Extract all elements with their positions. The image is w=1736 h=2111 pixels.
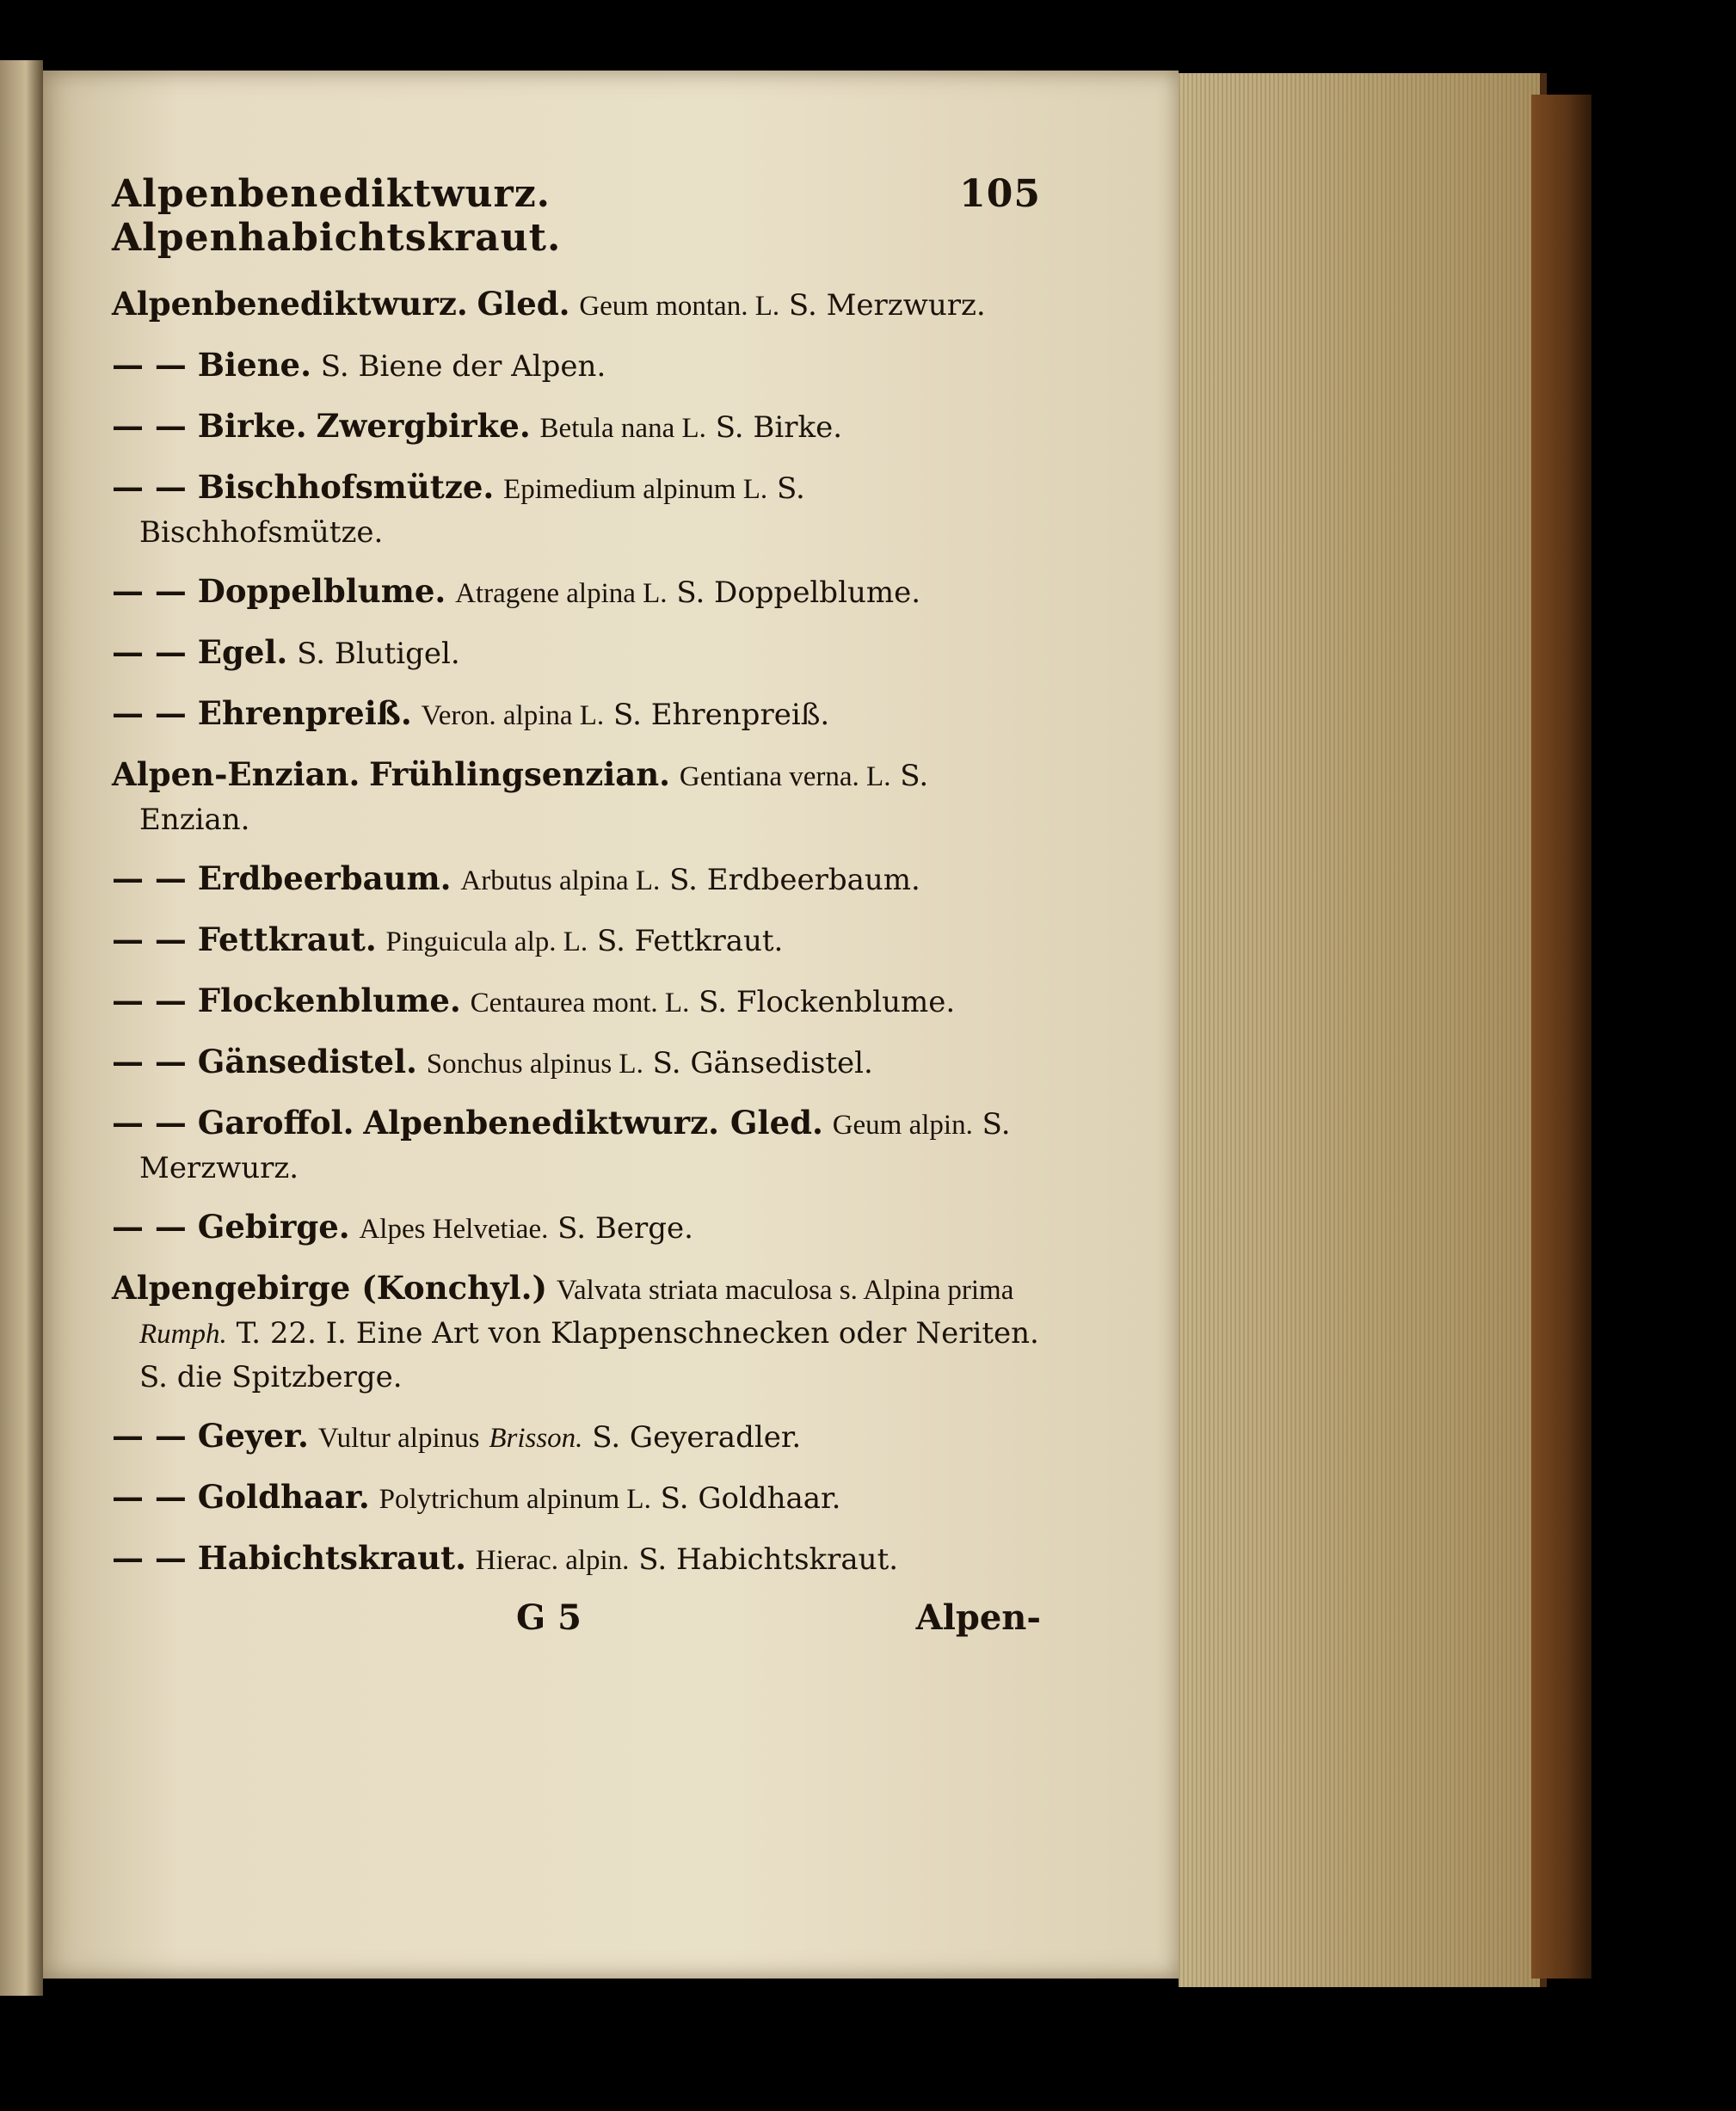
entry-latin-name: Epimedium alpinum L. (503, 474, 768, 505)
entry-lemma: — — Gänsedistel. (112, 1043, 417, 1080)
entry-lemma: — — Biene. (112, 346, 311, 384)
dictionary-entries (112, 282, 1041, 1582)
entry-reference: S. Gänsedistel. (652, 1046, 873, 1080)
entry-latin-name: Atragene alpina L. (455, 578, 668, 609)
dictionary-entry (112, 1101, 1041, 1190)
entry-lemma: — — Gebirge. (112, 1208, 350, 1246)
entry-lemma: Alpenbenediktwurz. (112, 285, 468, 323)
entry-lemma: — — Ehrenpreiß. (112, 694, 412, 732)
dictionary-entry (112, 1414, 1041, 1460)
entry-latin-name: Veron. alpina L. (421, 700, 605, 731)
entry-lemma: — — Fettkraut. (112, 920, 377, 958)
entry-lemma: — — Birke. (112, 407, 307, 445)
entry-latin-name: Geum alpin. (832, 1110, 973, 1141)
entry-german-name: Gled. (477, 285, 570, 323)
book-cover-edge (1531, 95, 1591, 1979)
entry-german-name: Alpenbenediktwurz. Gled. (363, 1104, 823, 1142)
entry-lemma: — — Geyer. (112, 1417, 309, 1455)
entry-reference: S. Berge. (557, 1211, 693, 1246)
entry-reference: S. Bischhofsmütze. (139, 471, 805, 550)
entry-reference: T. 22. I. Eine Art von Klappenschnecken oder Neriten. S. die Spitzberge. (139, 1316, 1039, 1394)
dictionary-entry (112, 282, 1041, 328)
entry-reference: S. Ehrenpreiß. (613, 698, 830, 732)
dictionary-entry (112, 569, 1041, 615)
entry-reference: S. Blutigel. (297, 637, 460, 671)
page-text-block (112, 172, 1041, 1893)
entry-reference: S. Habichtskraut. (638, 1542, 899, 1577)
entry-lemma: — — Doppelblume. (112, 572, 446, 610)
entry-latin-name: Valvata striata maculosa s. Alpina prima (556, 1275, 1014, 1306)
entry-lemma: — — Erdbeerbaum. (112, 859, 452, 897)
entry-lemma: — — Goldhaar. (112, 1478, 370, 1516)
entry-reference: S. Flockenblume. (699, 985, 956, 1019)
dictionary-entry (112, 343, 1041, 389)
entry-lemma: — — Garoffol. (112, 1104, 354, 1142)
entry-latin-name: Vultur alpinus (317, 1423, 480, 1454)
dictionary-entry (112, 1475, 1041, 1521)
dictionary-entry (112, 1040, 1041, 1086)
page-number: 105 (959, 172, 1041, 216)
running-title: Alpenbenediktwurz. Alpenhabichtskraut. (112, 172, 562, 260)
entry-latin-name: Geum montan. L. (579, 291, 780, 322)
dictionary-entry (112, 1266, 1041, 1399)
previous-page-edge (0, 60, 43, 1996)
page-header (112, 172, 1041, 260)
entry-reference: S. Goldhaar. (660, 1481, 841, 1516)
entry-author: Rumph. (139, 1319, 227, 1350)
entry-lemma: — — Egel. (112, 633, 288, 671)
entry-lemma: — — Flockenblume. (112, 982, 461, 1019)
entry-lemma: — — Habichtskraut. (112, 1539, 466, 1577)
entry-latin-name: Alpes Helvetiae. (359, 1214, 549, 1245)
entry-latin-name: Hierac. alpin. (475, 1545, 630, 1576)
dictionary-entry (112, 857, 1041, 902)
entry-reference: S. Doppelblume. (676, 575, 921, 610)
entry-lemma: Alpengebirge (Konchyl.) (112, 1269, 548, 1307)
dictionary-entry (112, 404, 1041, 450)
dictionary-entry (112, 1205, 1041, 1251)
entry-lemma: Alpen-Enzian. (112, 755, 360, 793)
entry-german-name: Frühlingsenzian. (369, 755, 671, 793)
entry-reference: S. Geyeradler. (592, 1420, 802, 1455)
page-block-edge (1179, 73, 1547, 1987)
entry-reference: S. Fettkraut. (596, 924, 784, 958)
entry-german-name: Zwergbirke. (316, 407, 531, 445)
entry-lemma: — — Bischhofsmütze. (112, 468, 495, 506)
entry-latin-name: Betula nana L. (539, 413, 706, 444)
entry-reference: S. Merzwurz. (788, 288, 986, 323)
page-footer (112, 1597, 1041, 1638)
dictionary-entry (112, 631, 1041, 676)
dictionary-entry (112, 918, 1041, 963)
entry-reference: S. Biene der Alpen. (320, 349, 606, 384)
dictionary-entry (112, 753, 1041, 841)
dictionary-entry (112, 1536, 1041, 1582)
entry-latin-name: Sonchus alpinus L. (426, 1049, 643, 1080)
entry-latin-name: Gentiana verna. L. (679, 761, 891, 792)
entry-latin-name: Pinguicula alp. L. (385, 926, 588, 957)
entry-reference: S. Erdbeerbaum. (669, 863, 920, 897)
entry-reference: S. Birke. (715, 410, 843, 445)
dictionary-entry (112, 465, 1041, 554)
entry-author: Brisson. (489, 1423, 583, 1454)
signature-mark: G 5 (516, 1597, 582, 1638)
entry-reference: S. Enzian. (139, 759, 929, 837)
dictionary-entry (112, 692, 1041, 737)
entry-latin-name: Polytrichum alpinum L. (379, 1484, 651, 1515)
entry-latin-name: Centaurea mont. L. (470, 988, 690, 1019)
entry-reference: S. Merzwurz. (139, 1107, 1011, 1185)
dictionary-entry (112, 979, 1041, 1025)
entry-latin-name: Arbutus alpina L. (460, 865, 661, 896)
catchword: Alpen- (915, 1597, 1041, 1638)
